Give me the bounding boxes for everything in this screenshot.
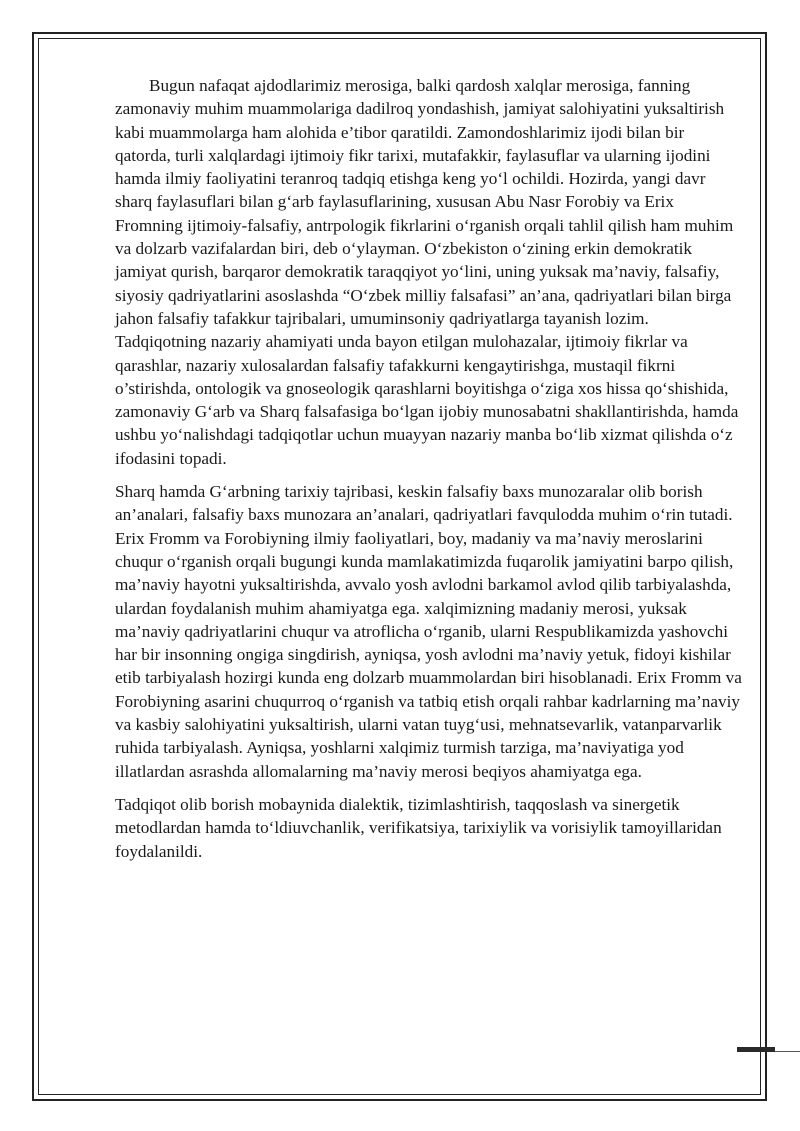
dash-thin-segment <box>775 1051 800 1052</box>
dash-thick-segment <box>737 1047 775 1052</box>
document-body <box>115 74 743 873</box>
paragraph-3: Tadqiqot olib borish mobaynida dialektik, tizimlashtirish, taqqoslash va sinergetik metodlardan hamda to‘ldiuvchanlik, verifikatsiya, tarixiylik va vorisiylik tamoyillaridan foydalanildi. <box>115 794 722 861</box>
page-corner-dash <box>737 1047 800 1053</box>
paragraph-2: Sharq hamda G‘arbning tarixiy tajribasi, keskin falsafiy baxs munozaralar olib borish an’analari, falsafiy baxs munozara an’analari, qadriyatlari favqulodda muhim o‘rin tutadi. Erix Fromm va Forobiyning ilmiy faoliyatlari, boy, madaniy va ma’naviy meroslarini chuqur o‘rganish orqali bugungi kunda mamlakatimizda fuqarolik jamiyatini barpo qilish, ma’naviy hayotni yuksaltirishda, avvalo yosh avlodni barkamol avlod qilib tarbiyalashda, ulardan foydalanish muhim ahamiyatga ega. xalqimizning madaniy merosi, yuksak ma’naviy qadriyatlarini chuqur va atroflicha o‘rganib, ularni Respublikamizda yashovchi har bir insonning ongiga singdirish, ayniqsa, yosh avlodni ma’naviy yetuk, fidoyi kishilar etib tarbiyalash hozirgi kunda eng dolzarb muammolardan biri hisoblanadi. Erix Fromm va Forobiyning asarini chuqurroq o‘rganish va tatbiq etish orqali rahbar kadrlarning ma’naviy va kasbiy salohiyatini yuksaltirish, ularni vatan tuyg‘usi, mehnatsevarlik, vatanparvarlik ruhida tarbiyalash. Ayniqsa, yoshlarni xalqimiz turmish tarziga, ma’naviyatiga yod illatlardan asrashda allomalarning ma’naviy merosi beqiyos ahamiyatga ega. <box>115 482 742 781</box>
paragraph-1: Bugun nafaqat ajdodlarimiz merosiga, balki qardosh xalqlar merosiga, fanning zamonaviy muhim muammolariga dadilroq yondashish, jamiyat salohiyatini yuksaltirish kabi muammolarga ham alohida e’tibor qaratildi. Zamondoshlarimiz ijodi bilan bir qatorda, turli xalqlardagi ijtimoiy fikr tarixi, mutafakkir, faylasuflar va ularning ijodini hamda ilmiy faoliyatini teranroq tadqiq etishga keng yo‘l ochildi. Hozirda, yangi davr sharq faylasuflari bilan g‘arb faylasuflarining, xususan Abu Nasr Forobiy va Erix Fromning ijtimoiy-falsafiy, antrpologik fikrlarini o‘rganish orqali tahlil qilish ham muhim va dolzarb vazifalardan biri, deb o‘ylayman. O‘zbekiston o‘zining erkin demokratik jamiyat qurish, barqaror demokratik taraqqiyot yo‘lini, uning yuksak ma’naviy, falsafiy, siyosiy qadriyatlarini asoslashda “O‘zbek milliy falsafasi” an’ana, qadriyatlari bilan birga jahon falsafiy tafakkur tajribalari, umuminsoniy qadriyatlarga tayanish lozim. Tadqiqotning nazariy ahamiyati unda bayon etilgan mulohazalar, ijtimoiy fikrlar va qarashlar, nazariy xulosalardan falsafiy tafakkurni kengaytirishga, mustaqil fikrni o’stirishda, ontologik va gnoseologik qarashlarni boyitishga o‘ziga xos hissa qo‘shishida, zamonaviy G‘arb va Sharq falsafasiga bo‘lgan ijobiy munosabatni shakllantirishda, hamda ushbu yo‘nalishdagi tadqiqotlar uchun muayyan nazariy manba bo‘lib xizmat qilishda o‘z ifodasini topadi. <box>115 76 739 468</box>
